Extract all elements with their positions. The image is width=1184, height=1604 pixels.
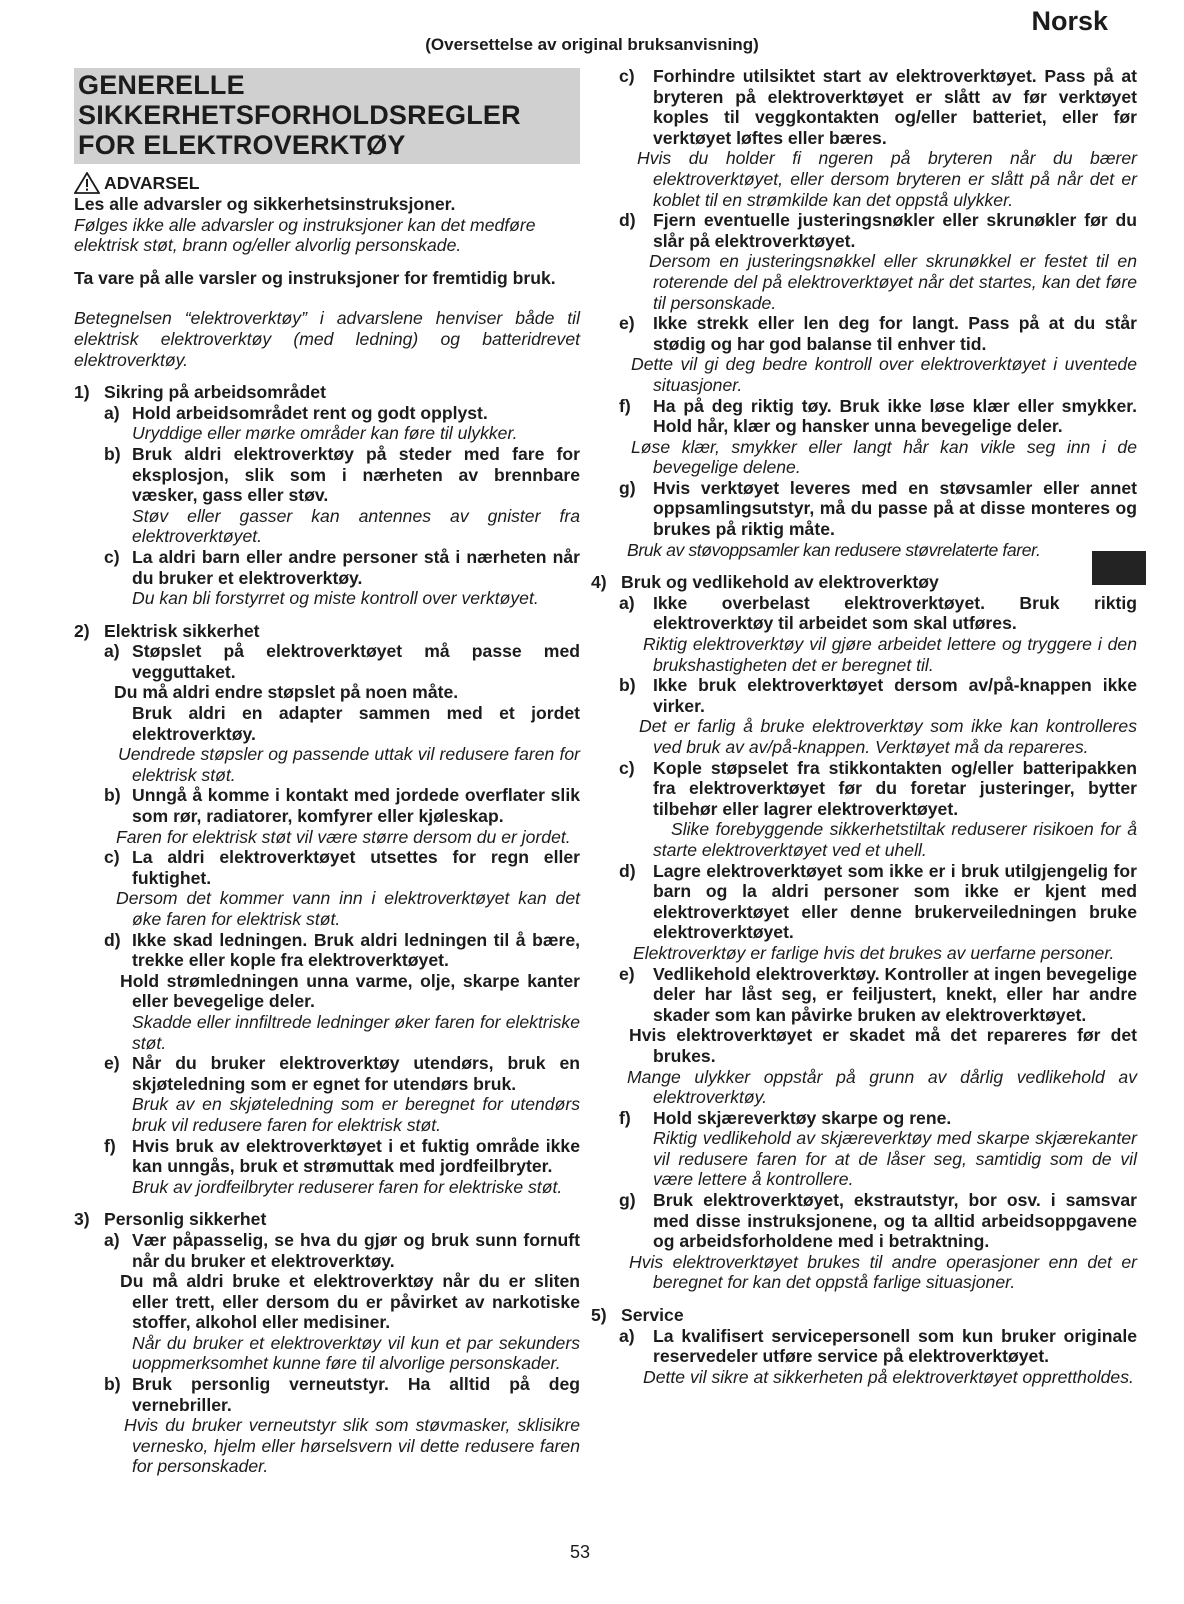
list-item: b) Bruk personlig verneutstyr. Ha alltid på deg vernebriller. (104, 1374, 580, 1415)
item-note: Uendrede støpsler og passende uttak vil redusere faren for elektrisk støt. (118, 744, 580, 785)
title-line: FOR ELEKTROVERKTØY (78, 130, 406, 160)
item-note: Dersom en justeringsnøkkel eller skrunøkkel er festet til en roterende del på elektroverktøyet når det startes, kan det føre til personskade. (649, 251, 1137, 313)
item-note: Riktig elektroverktøy vil gjøre arbeidet lettere og tryggere i den brukshastigheten det er beregnet til. (643, 634, 1137, 675)
item-continuation: Du må aldri endre støpslet på noen måte. (114, 682, 459, 703)
title-line: SIKKERHETSFORHOLDSREGLER (78, 100, 521, 130)
item-note: Støv eller gasser kan antennes av gnister fra elektroverktøyet. (132, 505, 580, 547)
list-item: g) Bruk elektroverktøyet, ekstrautstyr, bor osv. i samsvar med disse instruksjonene, og ta alltid arbeidsoppgavene og arbeidsforholdene med i betraktning. (619, 1190, 1137, 1252)
list-item: f) Ha på deg riktig tøy. Bruk ikke løse klær eller smykker. Hold hår, klær og hansker unna bevegelige deler. (619, 395, 1137, 437)
list-item: c) Kople støpselet fra stikkontakten og/eller batteripakken fra elektroverktøyet før du foretar justeringer, bytter tilbehør eller lagrer elektroverktøyet. (619, 757, 1137, 819)
item-continuation: Du må aldri bruke et elektroverktøy når du er sliten eller trett, eller dersom du er påvirket av narkotiske stoffer, alkohol eller medisiner. (120, 1271, 580, 1333)
item-note: Riktig vedlikehold av skjæreverktøy med skarpe skjærekanter vil redusere faren for at de låser seg, samtidig som de vil være lettere å kontrollere. (653, 1128, 1137, 1190)
item-note: Uryddige eller mørke områder kan føre til ulykker. (132, 423, 518, 444)
item-note: Bruk av jordfeilbryter reduserer faren for elektriske støt. (132, 1176, 563, 1197)
item-note: Skadde eller innfiltrede ledninger øker faren for elektriske støt. (132, 1011, 580, 1053)
list-item: g) Hvis verktøyet leveres med en støvsamler eller annet oppsamlingsutstyr, må du passe på at disse monteres og brukes på riktig måte. (619, 477, 1137, 540)
page-subtitle: (Oversettelse av original bruksanvisning) (425, 35, 759, 54)
item-note: Dette vil gi deg bedre kontroll over elektroverktøyet i uventede situasjoner. (631, 354, 1137, 395)
item-note: Dette vil sikre at sikkerheten på elektroverktøyet opprettholdes. (643, 1366, 1134, 1387)
item-note: Mange ulykker oppstår på grunn av dårlig vedlikehold av elektroverktøy. (627, 1066, 1137, 1108)
item-note: Dersom det kommer vann inn i elektroverktøyet kan det øke faren for elektrisk støt. (116, 888, 580, 929)
right-column (591, 66, 1137, 1387)
item-note: Elektroverktøy er farlige hvis det brukes av uerfarne personer. (633, 942, 1115, 963)
item-note: Det er farlig å bruke elektroverktøy som ikke kan kontrolleres ved bruk av av/på-knappen. Verktøyet må da repareres. (639, 716, 1137, 757)
warning-text: Følges ikke alle advarsler og instruksjoner kan det medføre elektrisk støt, brann og/eller alvorlig personskade. (74, 214, 536, 256)
left-column (74, 66, 580, 1477)
list-item: e) Ikke strekk eller len deg for langt. Pass på at du står stødig og har god balanse til enhver tid. (619, 313, 1137, 354)
list-item: a) La kvalifisert servicepersonell som kun bruker originale reservedeler utføre service på elektroverktøyet. (619, 1325, 1137, 1367)
list-item: d) Fjern eventuelle justeringsnøkler eller skrunøkler før du slår på elektroverktøyet. (619, 210, 1137, 251)
section-heading: 5) Service (591, 1305, 684, 1326)
list-item: a) Støpslet på elektroverktøyet må passe med vegguttaket. (104, 641, 580, 682)
list-item: e) Når du bruker elektroverktøy utendørs, bruk en skjøteledning som er egnet for utendørs bruk. (104, 1053, 580, 1094)
list-item: f) Hold skjæreverktøy skarpe og rene. (619, 1107, 952, 1128)
item-note: Du kan bli forstyrret og miste kontroll over verktøyet. (132, 588, 539, 609)
list-item: e) Vedlikehold elektroverktøy. Kontroller at ingen bevegelige deler har låst seg, er feiljustert, knekt, eller har andre skader som kan påvirke bruken av elektroverktøyet. (619, 963, 1137, 1025)
title-line: GENERELLE (78, 70, 245, 100)
list-item: a) Hold arbeidsområdet rent og godt opplyst. (104, 402, 488, 423)
item-note: Løse klær, smykker eller langt hår kan vikle seg inn i de bevegelige delene. (631, 436, 1137, 478)
item-continuation: Bruk aldri en adapter sammen med et jordet elektroverktøy. (132, 703, 580, 744)
item-note: Hvis elektroverktøyet brukes til andre operasjoner enn det er beregnet for kan det oppstå farlige situasjoner. (629, 1251, 1137, 1293)
list-item: c) La aldri elektroverktøyet utsettes for regn eller fuktighet. (104, 847, 580, 888)
list-item: b) Ikke bruk elektroverktøyet dersom av/på-knappen ikke virker. (619, 675, 1137, 716)
item-note: Hvis du bruker verneutstyr slik som støvmasker, sklisikre vernesko, hjelm eller hørselsvern vil dette redusere faren for personskader. (124, 1415, 580, 1477)
list-item: c) La aldri barn eller andre personer stå i nærheten når du bruker et elektroverktøy. (104, 546, 580, 588)
list-item: f) Hvis bruk av elektroverktøyet i et fuktig område ikke kan unngås, bruk et strømuttak med jordfeilbryter. (104, 1135, 580, 1177)
warning-heading (74, 172, 580, 194)
section-heading: 4) Bruk og vedlikehold av elektroverktøy (591, 572, 939, 593)
list-item: d) Ikke skad ledningen. Bruk aldri ledningen til å bære, trekke eller kople fra elektroverktøyet. (104, 929, 580, 971)
section-heading: 2) Elektrisk sikkerhet (74, 620, 260, 641)
item-note: Hvis du holder fi ngeren på bryteren når du bærer elektroverktøyet, eller dersom bryteren er slått på når det er koblet til en strømkilde kan det oppstå ulykker. (637, 148, 1137, 210)
language-label: Norsk (1031, 6, 1108, 36)
list-item: a) Ikke overbelast elektroverktøyet. Bruk riktig elektroverktøy til arbeidet som skal utføres. (619, 592, 1137, 634)
item-continuation: Hvis elektroverktøyet er skadet må det repareres før det brukes. (629, 1025, 1137, 1066)
warning-label: ADVARSEL (104, 173, 200, 194)
keep-instructions: Ta vare på alle varsler og instruksjoner for fremtidig bruk. (74, 267, 556, 288)
definition-text: Betegnelsen “elektroverktøy” i advarslene henviser både til elektrisk elektroverktøy (med ledning) og batteridrevet elektroverktøy. (74, 308, 580, 370)
page-title (74, 68, 580, 164)
list-item: b) Bruk aldri elektroverktøy på steder med fare for eksplosjon, slik som i nærheten av brennbare væsker, gass eller støv. (104, 443, 580, 506)
item-note: Bruk av en skjøteledning som er beregnet for utendørs bruk vil redusere faren for elektrisk støt. (132, 1094, 580, 1135)
item-continuation: Hold strømledningen unna varme, olje, skarpe kanter eller bevegelige deler. (120, 970, 580, 1012)
section-heading: 1) Sikring på arbeidsområdet (74, 382, 326, 403)
list-item: b) Unngå å komme i kontakt med jordede overflater slik som rør, radiatorer, komfyrer eller kjøleskap. (104, 785, 580, 827)
warning-lead: Les alle advarsler og sikkerhetsinstruksjoner. (74, 194, 456, 214)
page-number: 53 (569, 1542, 591, 1562)
list-item: d) Lagre elektroverktøyet som ikke er i bruk utilgjengelig for barn og la aldri personer som ikke er kjent med elektroverktøyet eller denne brukerveiledningen bruke elektroverktøyet. (619, 860, 1137, 943)
list-item: c) Forhindre utilsiktet start av elektroverktøyet. Pass på at bryteren på elektroverktøyet er slått av før verktøyet koples til veggkontakten og/eller batteriet, eller før verktøyet løftes eller bæres. (619, 66, 1137, 148)
warning-triangle-icon (74, 172, 100, 194)
item-note: Bruk av støvoppsamler kan redusere støvrelaterte farer. (627, 539, 1041, 560)
item-note: Slike forebyggende sikkerhetstiltak reduserer risikoen for å starte elektroverktøyet ved et uhell. (653, 819, 1137, 860)
item-note: Når du bruker et elektroverktøy vil kun et par sekunders uoppmerksomhet kunne føre til alvorlige personskader. (132, 1332, 580, 1374)
list-item: a) Vær påpasselig, se hva du gjør og bruk sunn fornuft når du bruker et elektroverktøy. (104, 1229, 580, 1271)
item-note: Faren for elektrisk støt vil være større dersom du er jordet. (116, 826, 571, 847)
section-heading: 3) Personlig sikkerhet (74, 1209, 267, 1230)
chapter-tab-marker (1092, 551, 1146, 585)
